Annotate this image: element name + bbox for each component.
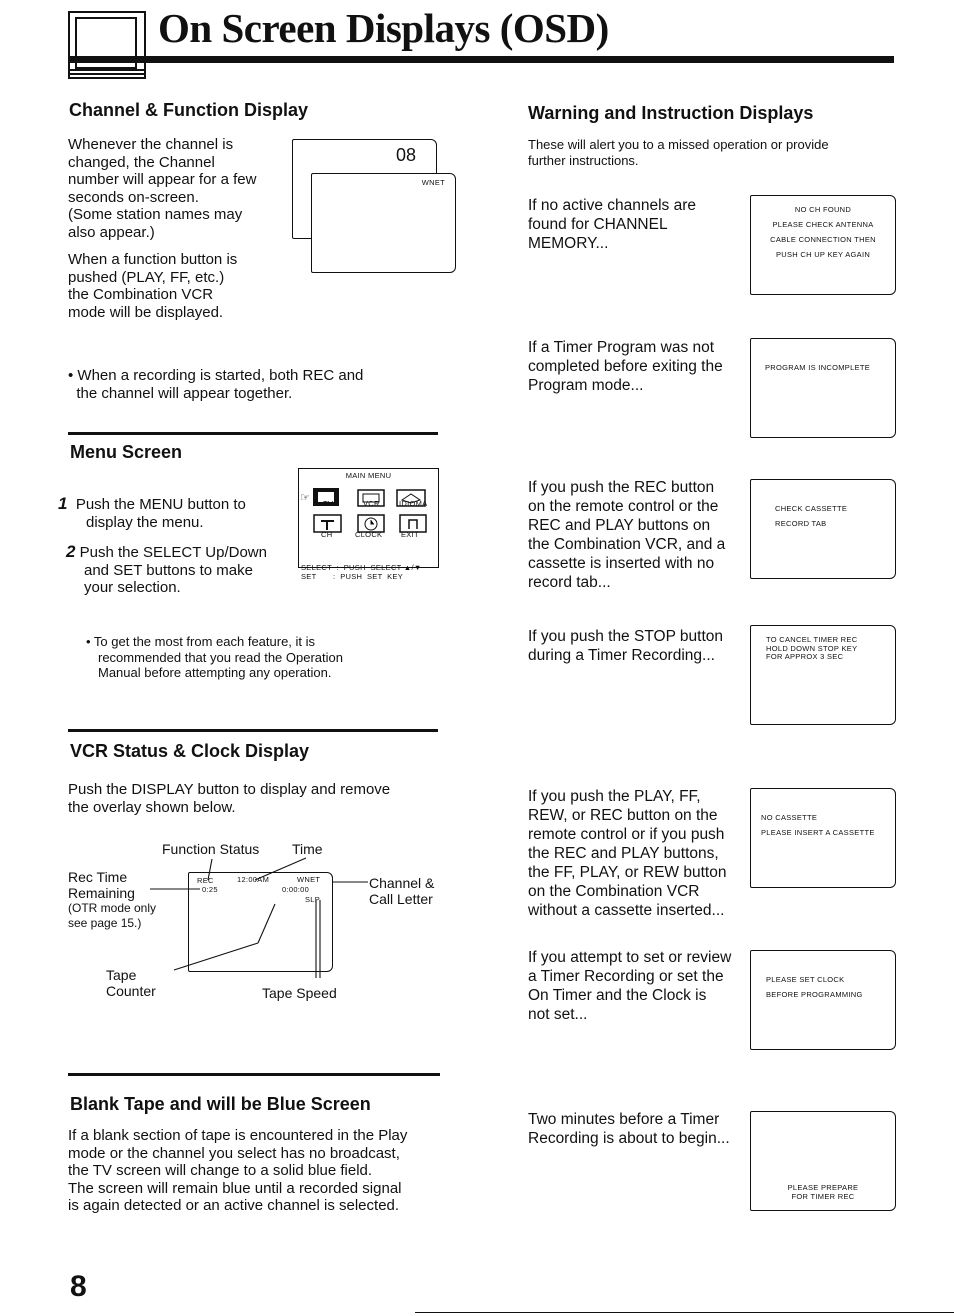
- station-label: WNET: [421, 178, 445, 187]
- menu-note: • To get the most from each feature, it is recommended that you read the Operation Manual before attempting any operation.: [86, 634, 343, 680]
- title-rule: [70, 56, 894, 63]
- channel-para2: When a function button is pushed (PLAY, FF, etc.) the Combination VCR mode will be displayed.: [68, 251, 238, 321]
- channel-para1: Whenever the channel is changed, the Channel number will appear for a few seconds on-screen. (Some station names may also appear.): [68, 136, 257, 241]
- warning-text-1: If a Timer Program was not completed before exiting the Program mode...: [528, 339, 723, 394]
- warning-text-2: If you push the REC button on the remote control or the REC and PLAY buttons on the Combination VCR, and a cassette is inserted with no record tab...: [528, 479, 726, 591]
- tv-icon: [68, 11, 146, 79]
- blank-text: If a blank section of tape is encountered in the Play mode or the channel you select has no broadcast, the TV screen will change to a solid blue field. The screen will remain blue until a recorded signal is again detected or an active channel is selected.: [68, 1127, 408, 1214]
- channel-heading: Channel & Function Display: [69, 100, 309, 120]
- osd-screen-0: [750, 195, 896, 295]
- channel-bullet: • When a recording is started, both REC and the channel will appear together.: [68, 367, 364, 402]
- warning-text-5: If you attempt to set or review a Timer Recording or set the On Timer and the Clock is not set...: [528, 949, 732, 1023]
- osd-lines-0: NO CH FOUND PLEASE CHECK ANTENNA CABLE CONNECTION THEN PUSH CH UP KEY AGAIN: [770, 205, 876, 259]
- label-tape-counter: Tape Counter: [106, 967, 156, 999]
- page-title: On Screen Displays (OSD): [158, 5, 609, 51]
- warning-heading: Warning and Instruction Displays: [528, 103, 814, 123]
- label-channel: Channel & Call Letter: [369, 875, 435, 907]
- osd-station: WNET: [297, 875, 321, 884]
- menu-heading: Menu Screen: [70, 442, 183, 462]
- menu-step1: 1 Push the MENU button to display the menu.: [58, 494, 246, 531]
- osd-lines-5: PLEASE SET CLOCK BEFORE PROGRAMMING: [766, 975, 863, 999]
- menu-footer: SELECT : PUSH SELECT ▲/▼ SET : PUSH SET KEY: [301, 563, 422, 581]
- osd-lines-6: PLEASE PREPARE FOR TIMER REC: [787, 1183, 859, 1201]
- label-function-status: Function Status: [162, 841, 260, 857]
- osd-counter: 0:00:00: [282, 885, 310, 894]
- warning-text-3: If you push the STOP button during a Timer Recording...: [528, 628, 724, 664]
- main-menu-title: MAIN MENU: [345, 471, 392, 480]
- page-number: 8: [70, 1270, 87, 1303]
- osd-lines-4: NO CASSETTE PLEASE INSERT A CASSETTE: [761, 813, 875, 837]
- vcr-heading: VCR Status & Clock Display: [70, 741, 310, 761]
- bottom-rule: [415, 1312, 954, 1313]
- vcr-rule: [68, 729, 438, 732]
- osd-screen-4: [750, 788, 896, 888]
- channel-number: 08: [395, 145, 416, 165]
- warning-text-0: If no active channels are found for CHANNEL MEMORY...: [528, 197, 697, 252]
- warning-intro: These will alert you to a missed operation or provide further instructions.: [528, 137, 829, 168]
- warning-text-6: Two minutes before a Timer Recording is about to begin...: [528, 1111, 730, 1147]
- osd-rec: REC: [197, 876, 214, 885]
- menu-rule: [68, 432, 438, 435]
- osd-screen-3: [750, 625, 896, 725]
- label-rec-time: Rec Time Remaining: [68, 869, 135, 901]
- warning-text-4: If you push the PLAY, FF, REW, or REC button on the remote control or if you push the REC and PLAY buttons, the FF, PLAY, or REW button on the Combination VCR without a cassette inserted...: [528, 788, 727, 919]
- osd-screen-1: [750, 338, 896, 438]
- osd-screen-6: [750, 1111, 896, 1211]
- osd-screen-5: [750, 950, 896, 1050]
- label-otr: (OTR mode only see page 15.): [68, 901, 157, 930]
- menu-step2: 2 Push the SELECT Up/Down and SET buttons to make your selection.: [66, 542, 267, 596]
- osd-screen-2: [750, 479, 896, 579]
- label-tape-speed: Tape Speed: [262, 985, 337, 1001]
- pointer-icon: ☞: [300, 492, 310, 504]
- channel-screen-front: [311, 173, 456, 273]
- label-time: Time: [292, 841, 323, 857]
- osd-lines-1: PROGRAM IS INCOMPLETE: [765, 363, 871, 372]
- vcr-intro: Push the DISPLAY button to display and remove the overlay shown below.: [68, 781, 391, 816]
- blank-heading: Blank Tape and will be Blue Screen: [70, 1094, 371, 1114]
- osd-speed: SLP: [305, 895, 321, 904]
- osd-remaining: 0:25: [202, 885, 218, 894]
- osd-lines-3: TO CANCEL TIMER REC HOLD DOWN STOP KEY FOR APPROX 3 SEC: [766, 635, 858, 661]
- osd-lines-2: CHECK CASSETTE RECORD TAB: [775, 504, 848, 528]
- osd-time: 12:00AM: [237, 875, 270, 884]
- blank-rule: [68, 1073, 440, 1076]
- main-menu-screen: MAIN MENU ☞ TV VCR IDIOMA CH CLOCK EXIT SELECT : PUSH SELECT ▲/▼ SET : PUSH SET KEY: [298, 468, 439, 568]
